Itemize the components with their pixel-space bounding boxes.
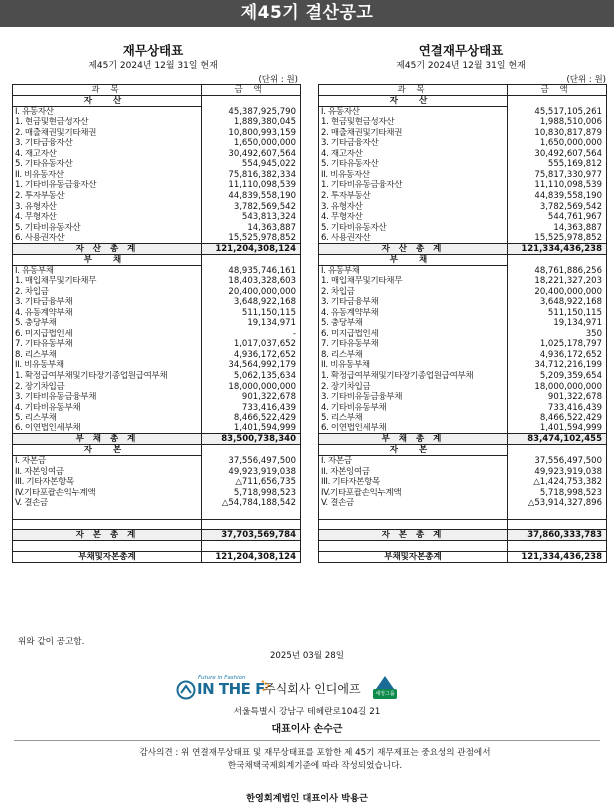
separate-title: 재무상태표 — [122, 43, 184, 58]
table-row-amount: 45,517,105,261 — [508, 107, 607, 118]
table-row-label: 6. 미지급법인세 — [321, 328, 379, 339]
liabilities-total-row — [319, 434, 607, 445]
blank-row — [319, 519, 607, 530]
table-row-label: 5. 리스부채 — [15, 413, 57, 424]
table-row-amount: 49,923,919,038 — [508, 466, 607, 477]
equity-total-row-amount: 37,703,569,784 — [202, 530, 301, 541]
table-row — [13, 318, 301, 329]
table-row — [13, 149, 301, 160]
header-row-amount: 금 액 — [508, 85, 607, 96]
table-row-amount: 10,800,993,159 — [202, 128, 301, 139]
table-row-amount: 49,923,919,038 — [202, 466, 301, 477]
table-row-amount: △53,914,327,896 — [508, 498, 607, 509]
table-row-label: 1. 매입채무및기타채무 — [321, 276, 403, 287]
table-row-label: 6. 사용권자산 — [15, 232, 65, 243]
table-row-label: 2. 차입금 — [15, 286, 49, 297]
table-row-amount: 34,564,992,179 — [202, 360, 301, 371]
table-row-amount: 3,782,569,542 — [508, 201, 607, 212]
table-row-label: 4. 무형자산 — [321, 212, 363, 223]
table-row — [319, 350, 607, 361]
blank-row — [13, 519, 301, 530]
table-row — [319, 498, 607, 509]
table-row-amount: 901,322,678 — [202, 392, 301, 403]
table-row — [13, 360, 301, 371]
table-row — [319, 413, 607, 424]
table-row-label: I. 자본금 — [321, 456, 352, 467]
table-row-amount: 18,000,000,000 — [202, 381, 301, 392]
table-row — [319, 308, 607, 319]
grand-total-row-label: 부채및자본총계 — [13, 551, 202, 562]
table-row — [13, 466, 301, 477]
table-row-label: 2. 장기차입금 — [15, 381, 65, 392]
table-row-amount: 511,150,115 — [508, 308, 607, 319]
table-row-label: 4. 유동계약부채 — [15, 307, 73, 318]
table-row-amount: 19,134,971 — [202, 318, 301, 329]
table-row-amount: 14,363,887 — [508, 222, 607, 233]
table-row-amount: 10,830,817,879 — [508, 128, 607, 139]
table-row-label: 8. 리스부채 — [321, 349, 363, 360]
table-row — [13, 201, 301, 212]
table-row-label: 4. 재고자산 — [15, 148, 57, 159]
table-row — [319, 276, 607, 287]
table-row — [319, 201, 607, 212]
table-row-amount: 44,839,558,190 — [508, 191, 607, 202]
table-row — [319, 159, 607, 170]
table-row-amount: 544,761,967 — [508, 212, 607, 223]
table-row — [319, 371, 607, 382]
table-row-label: 3. 기타금융자산 — [15, 138, 73, 149]
section-liabilities-label: 부 채 — [13, 254, 202, 265]
auditor-name: 한영회계법인 대표이사 박용근 — [246, 793, 368, 804]
table-row — [319, 423, 607, 434]
table-row — [13, 477, 301, 488]
table-row — [319, 381, 607, 392]
table-row-amount: 1,025,178,797 — [508, 339, 607, 350]
blank-row — [319, 509, 607, 520]
assets-total-row-label: 자 산 총 계 — [319, 243, 508, 254]
table-row-amount: 18,221,327,203 — [508, 276, 607, 287]
table-row-label: 1. 현금및현금성자산 — [15, 117, 89, 128]
table-row — [13, 371, 301, 382]
table-row — [13, 381, 301, 392]
table-row — [319, 318, 607, 329]
section-equity-label: 자 본 — [319, 445, 508, 456]
table-row — [319, 222, 607, 233]
blank-row-amount — [202, 509, 301, 520]
table-row-amount: 5,718,998,523 — [202, 488, 301, 499]
table-row-amount: 15,525,978,852 — [202, 233, 301, 244]
divider — [14, 740, 600, 741]
section-equity-label: 자 본 — [13, 445, 202, 456]
table-row-label: 3. 기타금융부채 — [15, 297, 73, 308]
table-row-label: III. 기타자본항목 — [321, 477, 380, 488]
separate-date: 제45기 2024년 12월 31일 현재 — [88, 61, 218, 71]
table-row-label: 5. 충당부채 — [15, 318, 57, 329]
assets-total-row-amount: 121,334,436,238 — [508, 243, 607, 254]
section-liabilities-amount — [508, 254, 607, 265]
table-row-label: I. 유동자산 — [15, 107, 54, 118]
grand-total-row — [319, 551, 607, 562]
section-liabilities — [319, 254, 607, 265]
table-row — [319, 477, 607, 488]
table-row-label: 3. 유형자산 — [15, 201, 57, 212]
table-row-amount: 1,401,594,999 — [202, 423, 301, 434]
blank-row-amount — [508, 541, 607, 552]
table-row-label: 2. 투자부동산 — [15, 191, 65, 202]
table-row — [319, 265, 607, 276]
table-row-label: 4. 무형자산 — [15, 212, 57, 223]
table-row — [13, 265, 301, 276]
company-address: 서울특별시 강남구 테헤란로104길 21 — [233, 707, 381, 717]
table-row — [319, 402, 607, 413]
table-row — [13, 423, 301, 434]
table-row-amount: 3,648,922,168 — [202, 297, 301, 308]
table-row — [13, 128, 301, 139]
company-logo-row — [0, 675, 614, 701]
table-row — [319, 149, 607, 160]
table-row-amount: 1,017,037,652 — [202, 339, 301, 350]
section-assets-label: 자 산 — [319, 96, 508, 107]
table-row-label: 6. 미지급법인세 — [15, 328, 73, 339]
liabilities-total-row-label: 부 채 총 계 — [319, 434, 508, 445]
table-row — [13, 212, 301, 223]
table-row-amount: 543,813,324 — [202, 212, 301, 223]
table-row-label: 5. 리스부채 — [321, 413, 363, 424]
table-row-amount: 11,110,098,539 — [508, 180, 607, 191]
equity-total-row-label: 자 본 총 계 — [13, 530, 202, 541]
table-row-amount: 34,712,216,199 — [508, 360, 607, 371]
table-row-amount: 1,889,380,045 — [202, 117, 301, 128]
section-assets-amount — [508, 96, 607, 107]
table-row-label: I. 유동부채 — [321, 265, 360, 276]
table-row-label: 4. 기타비유동부채 — [321, 402, 387, 413]
table-row-label: 3. 유형자산 — [321, 201, 363, 212]
blank-row-label — [13, 541, 202, 552]
table-row — [13, 180, 301, 191]
table-row-amount: 1,988,510,006 — [508, 117, 607, 128]
equity-total-row-amount: 37,860,333,783 — [508, 530, 607, 541]
section-assets-amount — [202, 96, 301, 107]
table-row — [319, 329, 607, 340]
section-liabilities — [13, 254, 301, 265]
table-row-label: 1. 확정급여부채및기타장기종업원급여부채 — [15, 370, 168, 381]
audit-line-2: 한국채택국제회계기준에 따라 작성되었습니다. — [227, 761, 403, 771]
logo-tagline: Future in Fashion — [198, 675, 246, 681]
header-row — [319, 85, 607, 96]
table-row-amount: 48,935,746,161 — [202, 265, 301, 276]
table-row-label: II. 비유동자산 — [15, 169, 64, 180]
table-row — [319, 456, 607, 467]
table-row-amount: 4,936,172,652 — [202, 350, 301, 361]
table-row-label: IV.기타포괄손익누계액 — [15, 487, 96, 498]
table-row-label: 6. 이연법인세부채 — [321, 423, 387, 434]
blank-row — [13, 541, 301, 552]
company-seal — [370, 673, 400, 701]
consolidated-date: 제45기 2024년 12월 31일 현재 — [396, 61, 526, 71]
table-row — [13, 350, 301, 361]
table-row — [319, 233, 607, 244]
table-row — [319, 180, 607, 191]
assets-total-row-label: 자 산 총 계 — [13, 243, 202, 254]
blank-row-amount — [508, 509, 607, 520]
table-row-label: II. 비유동자산 — [321, 169, 370, 180]
blank-row-label — [319, 509, 508, 520]
table-row — [13, 297, 301, 308]
table-row — [319, 191, 607, 202]
table-row-label: 1. 현금및현금성자산 — [321, 117, 395, 128]
table-row-label: I. 자본금 — [15, 456, 46, 467]
table-row-label: 1. 기타비유동금융자산 — [321, 180, 403, 191]
blank-row-label — [13, 519, 202, 530]
header-row-amount: 금 액 — [202, 85, 301, 96]
table-row — [319, 128, 607, 139]
table-row-amount: 20,400,000,000 — [202, 286, 301, 297]
table-row-amount: 37,556,497,500 — [508, 456, 607, 467]
table-row — [13, 138, 301, 149]
table-row-label: 3. 기타비유동금융부채 — [15, 392, 97, 403]
table-row-amount: 1,401,594,999 — [508, 423, 607, 434]
grand-total-row-amount: 121,204,308,124 — [202, 551, 301, 562]
header-row-label: 과 목 — [319, 85, 508, 96]
table-row-label: 1. 매입채무및기타채무 — [15, 276, 97, 287]
table-row-amount: 733,416,439 — [202, 402, 301, 413]
table-row-label: 1. 기타비유동금융자산 — [15, 180, 97, 191]
table-row-amount: 19,134,971 — [508, 318, 607, 329]
table-row — [13, 233, 301, 244]
consolidated-title: 연결재무상태표 — [418, 43, 504, 58]
table-row-amount: 5,718,998,523 — [508, 488, 607, 499]
table-row-amount: 555,169,812 — [508, 159, 607, 170]
table-row-label: V. 결손금 — [321, 498, 354, 509]
blank-row-amount — [508, 519, 607, 530]
blank-row-amount — [202, 541, 301, 552]
table-row — [13, 456, 301, 467]
equity-total-row — [319, 530, 607, 541]
section-liabilities-label: 부 채 — [319, 254, 508, 265]
section-liabilities-amount — [202, 254, 301, 265]
table-row — [13, 107, 301, 118]
company-name: 주식회사 인디에프 — [264, 682, 361, 696]
table-row-label: 7. 기타유동부채 — [321, 339, 379, 350]
table-row — [13, 413, 301, 424]
table-row-amount: 75,817,330,977 — [508, 170, 607, 181]
table-row-label: 3. 기타비유동금융부채 — [321, 392, 403, 403]
liabilities-total-row-label: 부 채 총 계 — [13, 434, 202, 445]
table-row-amount: △711,656,735 — [202, 477, 301, 488]
table-row-amount: 75,816,382,334 — [202, 170, 301, 181]
header-row-label: 과 목 — [13, 85, 202, 96]
section-equity — [13, 445, 301, 456]
table-row — [319, 297, 607, 308]
logo-mark-icon — [176, 680, 196, 700]
table-row-amount: 14,363,887 — [202, 222, 301, 233]
table-row-amount: 5,062,135,634 — [202, 371, 301, 382]
table-row-label: 5. 기타비유동자산 — [15, 222, 81, 233]
table-row-amount: △54,784,188,542 — [202, 498, 301, 509]
logo-text: IN THE F — [197, 680, 265, 698]
table-row — [13, 276, 301, 287]
table-row-amount: 3,648,922,168 — [508, 297, 607, 308]
table-row — [319, 138, 607, 149]
table-row-amount: 1,650,000,000 — [202, 138, 301, 149]
table-row — [319, 392, 607, 403]
table-row — [13, 329, 301, 340]
audit-line-1: 감사의견 : 위 연결재무상태표 및 재무상태표를 포함한 제 45기 재무제표는 중요성의 관점에서 — [139, 748, 491, 758]
notice-text: 위와 같이 공고함. — [18, 637, 85, 647]
table-row-amount: 3,782,569,542 — [202, 201, 301, 212]
assets-total-row-amount: 121,204,308,124 — [202, 243, 301, 254]
table-row-amount: 901,322,678 — [508, 392, 607, 403]
table-row-amount: 554,945,022 — [202, 159, 301, 170]
table-row — [13, 392, 301, 403]
table-row — [13, 339, 301, 350]
table-row-amount: - — [202, 329, 301, 340]
table-row — [319, 117, 607, 128]
table-row-amount: 511,150,115 — [202, 308, 301, 319]
table-row — [319, 360, 607, 371]
table-row-amount: 733,416,439 — [508, 402, 607, 413]
table-row — [13, 286, 301, 297]
table-row — [319, 286, 607, 297]
table-row-label: 5. 충당부채 — [321, 318, 363, 329]
table-row-label: 2. 투자부동산 — [321, 191, 371, 202]
table-row — [13, 488, 301, 499]
consolidated-unit: (단위 : 원) — [566, 75, 606, 85]
table-row-label: 2. 매출채권및기타채권 — [321, 127, 403, 138]
table-row — [13, 308, 301, 319]
section-assets-label: 자 산 — [13, 96, 202, 107]
table-row-label: 2. 차입금 — [321, 286, 355, 297]
table-row-label: 5. 기타유동자산 — [321, 159, 379, 170]
table-row-label: 3. 기타금융자산 — [321, 138, 379, 149]
blank-row-label — [319, 519, 508, 530]
table-row-amount: 30,492,607,564 — [508, 149, 607, 160]
table-row — [319, 339, 607, 350]
equity-total-row — [13, 530, 301, 541]
table-row — [13, 170, 301, 181]
blank-row-amount — [202, 519, 301, 530]
table-row — [13, 191, 301, 202]
section-equity-amount — [508, 445, 607, 456]
ceo-name: 대표이사 손수근 — [271, 724, 343, 735]
page-title: 제45기 결산공고 — [0, 0, 614, 27]
blank-row — [319, 541, 607, 552]
table-row-label: 6. 사용권자산 — [321, 232, 371, 243]
table-row — [319, 170, 607, 181]
table-row — [13, 402, 301, 413]
table-row-label: 4. 유동계약부채 — [321, 307, 379, 318]
table-row-label: 2. 장기차입금 — [321, 381, 371, 392]
table-row — [13, 117, 301, 128]
table-row-amount: 11,110,098,539 — [202, 180, 301, 191]
table-row-label: 6. 이연법인세부채 — [15, 423, 81, 434]
table-row — [319, 488, 607, 499]
audit-opinion — [100, 747, 530, 773]
table-row — [319, 212, 607, 223]
table-row-amount: 8,466,522,429 — [202, 413, 301, 424]
table-row-amount: 350 — [508, 329, 607, 340]
table-row-amount: 5,209,359,654 — [508, 371, 607, 382]
liabilities-total-row-amount: 83,500,738,340 — [202, 434, 301, 445]
table-row-amount: 48,761,886,256 — [508, 265, 607, 276]
table-row-amount: 18,403,328,603 — [202, 276, 301, 287]
table-row-amount: 45,387,925,790 — [202, 107, 301, 118]
table-row-label: 5. 기타유동자산 — [15, 159, 73, 170]
section-assets — [13, 96, 301, 107]
table-row-label: 7. 기타유동부채 — [15, 339, 73, 350]
table-row-amount: 15,525,978,852 — [508, 233, 607, 244]
table-row-amount: 1,650,000,000 — [508, 138, 607, 149]
table-row-label: 1. 확정급여부채및기타장기종업원급여부채 — [321, 370, 474, 381]
assets-total-row — [13, 243, 301, 254]
table-row-label: 5. 기타비유동자산 — [321, 222, 387, 233]
table-row-amount: △1,424,753,382 — [508, 477, 607, 488]
section-assets — [319, 96, 607, 107]
table-row — [319, 466, 607, 477]
table-row-label: II. 비유동부채 — [15, 360, 64, 371]
table-row-amount: 4,936,172,652 — [508, 350, 607, 361]
grand-total-row-label: 부채및자본총계 — [319, 551, 508, 562]
table-row-label: II. 자본잉여금 — [321, 466, 370, 477]
table-row-label: I. 유동부채 — [15, 265, 54, 276]
grand-total-row — [13, 551, 301, 562]
table-row-amount: 18,000,000,000 — [508, 381, 607, 392]
table-row-label: 4. 기타비유동부채 — [15, 402, 81, 413]
blank-row-label — [13, 509, 202, 520]
table-row-label: III. 기타자본항목 — [15, 477, 74, 488]
seal-text: 세정그룹 — [373, 690, 397, 698]
liabilities-total-row-amount: 83,474,102,455 — [508, 434, 607, 445]
table-row-label: 3. 기타금융부채 — [321, 297, 379, 308]
table-row-amount: 44,839,558,190 — [202, 191, 301, 202]
table-row-label: II. 자본잉여금 — [15, 466, 64, 477]
blank-row-label — [319, 541, 508, 552]
consolidated-balance-sheet — [318, 84, 607, 563]
table-row-label: 2. 매출채권및기타채권 — [15, 127, 97, 138]
table-row-amount: 20,400,000,000 — [508, 286, 607, 297]
table-row — [13, 222, 301, 233]
table-row-label: II. 비유동부채 — [321, 360, 370, 371]
liabilities-total-row — [13, 434, 301, 445]
table-row-label: 4. 재고자산 — [321, 148, 363, 159]
table-row-amount: 8,466,522,429 — [508, 413, 607, 424]
section-equity — [319, 445, 607, 456]
assets-total-row — [319, 243, 607, 254]
table-row-amount: 30,492,607,564 — [202, 149, 301, 160]
table-row-label: IV.기타포괄손익누계액 — [321, 487, 402, 498]
table-row-label: V. 결손금 — [15, 498, 48, 509]
table-row-label: I. 유동자산 — [321, 107, 360, 118]
header-row — [13, 85, 301, 96]
separate-balance-sheet — [12, 84, 301, 563]
announcement-date: 2025년 03월 28일 — [269, 651, 345, 661]
grand-total-row-amount: 121,334,436,238 — [508, 551, 607, 562]
blank-row — [13, 509, 301, 520]
section-equity-amount — [202, 445, 301, 456]
table-row — [13, 498, 301, 509]
table-row — [319, 107, 607, 118]
table-row-amount: 37,556,497,500 — [202, 456, 301, 467]
equity-total-row-label: 자 본 총 계 — [319, 530, 508, 541]
table-row — [13, 159, 301, 170]
separate-unit: (단위 : 원) — [258, 75, 298, 85]
table-row-label: 8. 리스부채 — [15, 349, 57, 360]
